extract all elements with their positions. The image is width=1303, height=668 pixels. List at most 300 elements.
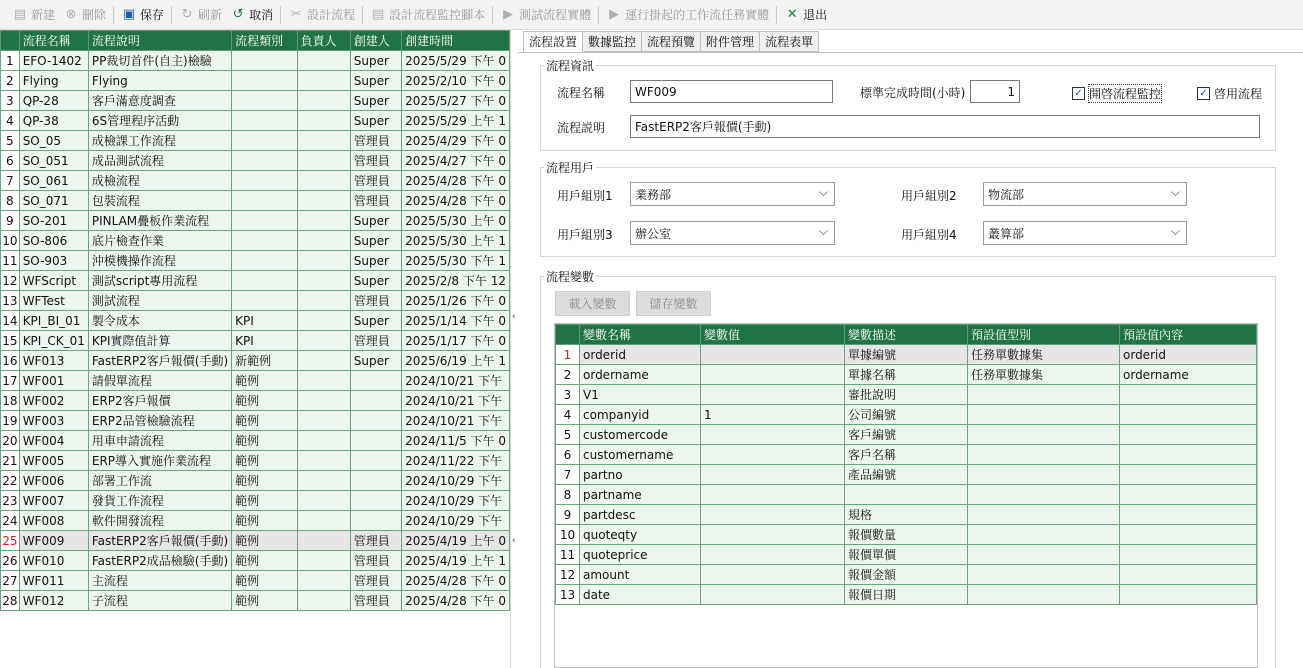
var-value-cell[interactable] xyxy=(701,425,845,445)
default-content-cell[interactable] xyxy=(1120,465,1257,485)
creator-cell[interactable]: 管理員 xyxy=(350,131,401,151)
row-number[interactable]: 12 xyxy=(556,565,580,585)
row-number[interactable]: 15 xyxy=(1,331,20,351)
save-vars-button[interactable]: 儲存變數 xyxy=(636,291,711,316)
creator-cell[interactable]: 管理員 xyxy=(350,591,401,611)
flow-category-cell[interactable]: 範例 xyxy=(232,391,298,411)
flow-desc-cell[interactable]: 成檢課工作流程 xyxy=(88,131,231,151)
owner-cell[interactable] xyxy=(297,151,350,171)
table-row[interactable] xyxy=(1,231,510,251)
var-desc-cell[interactable]: 報價數量 xyxy=(845,525,968,545)
default-content-cell[interactable] xyxy=(1120,425,1257,445)
col-header-creator[interactable]: 創建人 xyxy=(350,31,401,51)
created-time-cell[interactable]: 2025/5/29 下午 0 xyxy=(402,51,510,71)
design-monitor-script-button[interactable]: ▤ 設計流程監控腳本 xyxy=(371,7,486,22)
row-number[interactable]: 1 xyxy=(556,345,580,365)
flow-category-cell[interactable] xyxy=(232,151,298,171)
var-desc-cell[interactable] xyxy=(845,485,968,505)
creator-cell[interactable]: 管理員 xyxy=(350,151,401,171)
created-time-cell[interactable]: 2025/6/19 上午 1 xyxy=(402,351,510,371)
table-row[interactable] xyxy=(556,505,1257,525)
var-value-cell[interactable] xyxy=(701,565,845,585)
creator-cell[interactable]: Super xyxy=(350,311,401,331)
flow-category-cell[interactable] xyxy=(232,111,298,131)
created-time-cell[interactable]: 2025/5/27 下午 0 xyxy=(402,91,510,111)
default-type-cell[interactable] xyxy=(968,445,1120,465)
row-number[interactable]: 7 xyxy=(556,465,580,485)
var-value-cell[interactable] xyxy=(701,345,845,365)
default-content-cell[interactable] xyxy=(1120,505,1257,525)
table-row[interactable] xyxy=(1,491,510,511)
flow-category-cell[interactable]: 範例 xyxy=(232,451,298,471)
var-value-cell[interactable] xyxy=(701,365,845,385)
flow-name-cell[interactable]: WF013 xyxy=(19,351,88,371)
flow-desc-cell[interactable]: 測試流程 xyxy=(88,291,231,311)
table-row[interactable] xyxy=(556,425,1257,445)
test-flow-instance-button[interactable]: ▶ 測試流程實體 xyxy=(496,0,595,30)
default-type-cell[interactable] xyxy=(968,525,1120,545)
flow-category-cell[interactable]: 範例 xyxy=(232,551,298,571)
row-number[interactable]: 4 xyxy=(556,405,580,425)
flow-name-cell[interactable]: WF003 xyxy=(19,411,88,431)
var-desc-cell[interactable]: 客戶編號 xyxy=(845,425,968,445)
default-content-cell[interactable] xyxy=(1120,545,1257,565)
new-button[interactable]: ▤ 新建 xyxy=(13,7,56,22)
row-number[interactable]: 24 xyxy=(1,511,20,531)
var-value-cell[interactable] xyxy=(701,505,845,525)
row-number[interactable]: 9 xyxy=(556,505,580,525)
flow-desc-cell[interactable]: 成品測試流程 xyxy=(88,151,231,171)
row-number[interactable]: 13 xyxy=(556,585,580,605)
default-content-cell[interactable] xyxy=(1120,485,1257,505)
created-time-cell[interactable]: 2025/4/28 下午 0 xyxy=(402,591,510,611)
owner-cell[interactable] xyxy=(297,451,350,471)
flow-name-cell[interactable]: Flying xyxy=(19,71,88,91)
var-value-cell[interactable] xyxy=(701,545,845,565)
var-name-cell[interactable]: V1 xyxy=(580,385,701,405)
default-content-cell[interactable]: orderid xyxy=(1120,345,1257,365)
table-row[interactable] xyxy=(1,431,510,451)
row-number[interactable]: 12 xyxy=(1,271,20,291)
row-number[interactable]: 10 xyxy=(1,231,20,251)
created-time-cell[interactable]: 2025/2/8 下午 12 xyxy=(402,271,510,291)
row-number[interactable]: 13 xyxy=(1,291,20,311)
creator-cell[interactable]: Super xyxy=(350,271,401,291)
flow-category-cell[interactable]: 範例 xyxy=(232,591,298,611)
tab-flow-form[interactable]: 流程表單 xyxy=(760,31,819,52)
owner-cell[interactable] xyxy=(297,391,350,411)
flow-name-cell[interactable]: SO-806 xyxy=(19,231,88,251)
creator-cell[interactable] xyxy=(350,451,401,471)
created-time-cell[interactable]: 2024/10/21 下午 xyxy=(402,391,510,411)
flow-desc-cell[interactable]: 成檢流程 xyxy=(88,171,231,191)
created-time-cell[interactable]: 2025/5/30 上午 1 xyxy=(402,231,510,251)
flow-desc-cell[interactable]: 發貨工作流程 xyxy=(88,491,231,511)
default-type-cell[interactable]: 任務單數據集 xyxy=(968,345,1120,365)
created-time-cell[interactable]: 2025/4/29 下午 0 xyxy=(402,131,510,151)
table-row[interactable] xyxy=(1,311,510,331)
flow-category-cell[interactable]: 範例 xyxy=(232,431,298,451)
row-number[interactable]: 27 xyxy=(1,571,20,591)
creator-cell[interactable]: Super xyxy=(350,71,401,91)
flow-category-cell[interactable] xyxy=(232,271,298,291)
var-name-cell[interactable]: date xyxy=(580,585,701,605)
table-row[interactable] xyxy=(1,171,510,191)
created-time-cell[interactable]: 2025/4/27 下午 0 xyxy=(402,151,510,171)
save-button[interactable]: ▣ 保存 xyxy=(122,7,165,22)
collapse-left-icon[interactable]: ‹ xyxy=(512,536,516,546)
table-row[interactable] xyxy=(1,371,510,391)
enable-flow-checkbox[interactable] xyxy=(1197,85,1262,102)
var-name-cell[interactable]: ordername xyxy=(580,365,701,385)
creator-cell[interactable]: 管理員 xyxy=(350,571,401,591)
col-header-var-name[interactable]: 變數名稱 xyxy=(580,325,701,345)
row-number[interactable]: 8 xyxy=(556,485,580,505)
table-row[interactable] xyxy=(1,451,510,471)
flow-name-cell[interactable]: QP-38 xyxy=(19,111,88,131)
row-number[interactable]: 20 xyxy=(1,431,20,451)
table-row[interactable] xyxy=(556,585,1257,605)
flow-name-cell[interactable]: WF011 xyxy=(19,571,88,591)
table-row[interactable] xyxy=(556,345,1257,365)
user-group2-select[interactable] xyxy=(983,182,1187,206)
default-type-cell[interactable] xyxy=(968,505,1120,525)
creator-cell[interactable] xyxy=(350,471,401,491)
creator-cell[interactable]: Super xyxy=(350,111,401,131)
row-number[interactable]: 6 xyxy=(556,445,580,465)
flow-desc-cell[interactable]: Flying xyxy=(88,71,231,91)
table-row[interactable] xyxy=(556,365,1257,385)
flow-desc-cell[interactable]: 請假單流程 xyxy=(88,371,231,391)
owner-cell[interactable] xyxy=(297,211,350,231)
flow-category-cell[interactable]: 新範例 xyxy=(232,351,298,371)
flow-desc-cell[interactable]: PP裁切首件(自主)檢驗 xyxy=(88,51,231,71)
created-time-cell[interactable]: 2025/1/17 下午 0 xyxy=(402,331,510,351)
standard-hours-input[interactable] xyxy=(970,80,1020,103)
flow-desc-cell[interactable]: 製令成本 xyxy=(88,311,231,331)
created-time-cell[interactable]: 2024/10/29 下午 xyxy=(402,511,510,531)
flow-desc-cell[interactable]: 測試script專用流程 xyxy=(88,271,231,291)
panel-splitter[interactable] xyxy=(510,30,518,668)
flow-desc-cell[interactable]: 主流程 xyxy=(88,571,231,591)
load-vars-button[interactable]: 載入變數 xyxy=(555,291,630,316)
flow-name-cell[interactable]: KPI_BI_01 xyxy=(19,311,88,331)
tab-flow-settings[interactable]: 流程設置 xyxy=(523,31,583,52)
flow-name-cell[interactable]: WF012 xyxy=(19,591,88,611)
flow-desc-cell[interactable]: ERP導入實施作業流程 xyxy=(88,451,231,471)
row-number[interactable]: 10 xyxy=(556,525,580,545)
row-number[interactable]: 9 xyxy=(1,211,20,231)
row-number[interactable]: 3 xyxy=(1,91,20,111)
table-row[interactable] xyxy=(1,251,510,271)
owner-cell[interactable] xyxy=(297,591,350,611)
table-row[interactable] xyxy=(1,331,510,351)
creator-cell[interactable]: 管理員 xyxy=(350,171,401,191)
table-row[interactable] xyxy=(556,385,1257,405)
user-group3-select[interactable] xyxy=(630,221,835,245)
row-number[interactable]: 3 xyxy=(556,385,580,405)
row-number[interactable]: 26 xyxy=(1,551,20,571)
flow-category-cell[interactable]: KPI xyxy=(232,331,298,351)
row-number[interactable]: 25 xyxy=(1,531,20,551)
table-row[interactable] xyxy=(1,591,510,611)
created-time-cell[interactable]: 2024/10/29 下午 xyxy=(402,491,510,511)
table-row[interactable] xyxy=(1,291,510,311)
owner-cell[interactable] xyxy=(297,571,350,591)
row-number[interactable]: 1 xyxy=(1,51,20,71)
default-type-cell[interactable] xyxy=(968,565,1120,585)
var-desc-cell[interactable]: 單據編號 xyxy=(845,345,968,365)
flow-category-cell[interactable]: 範例 xyxy=(232,571,298,591)
run-suspended-task-button[interactable]: ▶ 運行掛起的工作流任務實體 xyxy=(602,0,773,30)
table-row[interactable] xyxy=(1,71,510,91)
created-time-cell[interactable]: 2024/10/21 下午 xyxy=(402,411,510,431)
row-number[interactable]: 5 xyxy=(1,131,20,151)
flow-category-cell[interactable] xyxy=(232,251,298,271)
flow-name-cell[interactable]: EFO-1402 xyxy=(19,51,88,71)
flow-name-cell[interactable]: SO_051 xyxy=(19,151,88,171)
created-time-cell[interactable]: 2025/5/30 下午 1 xyxy=(402,251,510,271)
owner-cell[interactable] xyxy=(297,191,350,211)
table-row[interactable] xyxy=(1,511,510,531)
owner-cell[interactable] xyxy=(297,471,350,491)
creator-cell[interactable] xyxy=(350,491,401,511)
var-name-cell[interactable]: partdesc xyxy=(580,505,701,525)
flow-desc-cell[interactable]: FastERP2成品檢驗(手動) xyxy=(88,551,231,571)
owner-cell[interactable] xyxy=(297,231,350,251)
col-header-created-time[interactable]: 創建時間 xyxy=(402,31,510,51)
var-value-cell[interactable] xyxy=(701,445,845,465)
table-row[interactable] xyxy=(1,571,510,591)
flow-name-cell[interactable]: WF001 xyxy=(19,371,88,391)
col-header-var-desc[interactable]: 變數描述 xyxy=(845,325,968,345)
created-time-cell[interactable]: 2025/4/28 下午 0 xyxy=(402,171,510,191)
tab-flow-preview[interactable]: 流程預覽 xyxy=(642,31,701,52)
flow-name-cell[interactable]: WFTest xyxy=(19,291,88,311)
flow-desc-cell[interactable]: 軟件開發流程 xyxy=(88,511,231,531)
row-number[interactable]: 16 xyxy=(1,351,20,371)
row-number[interactable]: 21 xyxy=(1,451,20,471)
flow-category-cell[interactable] xyxy=(232,91,298,111)
row-number[interactable]: 17 xyxy=(1,371,20,391)
flow-desc-cell[interactable]: PINLAM疊板作業流程 xyxy=(88,211,231,231)
owner-cell[interactable] xyxy=(297,551,350,571)
var-desc-cell[interactable]: 單據名稱 xyxy=(845,365,968,385)
flow-name-cell[interactable]: QP-28 xyxy=(19,91,88,111)
owner-cell[interactable] xyxy=(297,91,350,111)
flow-category-cell[interactable]: 範例 xyxy=(232,491,298,511)
table-row[interactable] xyxy=(1,391,510,411)
default-type-cell[interactable] xyxy=(968,585,1120,605)
flow-desc-cell[interactable]: FastERP2客戶報價(手動) xyxy=(88,351,231,371)
creator-cell[interactable] xyxy=(350,411,401,431)
col-header-flow-name[interactable]: 流程名稱 xyxy=(19,31,88,51)
creator-cell[interactable] xyxy=(350,371,401,391)
monitor-checkbox[interactable] xyxy=(1072,85,1161,102)
exit-button[interactable]: ✕ 退出 xyxy=(780,0,831,30)
table-row[interactable] xyxy=(1,111,510,131)
creator-cell[interactable]: Super xyxy=(350,351,401,371)
owner-cell[interactable] xyxy=(297,371,350,391)
row-number[interactable]: 22 xyxy=(1,471,20,491)
creator-cell[interactable]: Super xyxy=(350,91,401,111)
row-number[interactable]: 5 xyxy=(556,425,580,445)
flow-desc-cell[interactable]: 子流程 xyxy=(88,591,231,611)
flow-category-cell[interactable]: 範例 xyxy=(232,531,298,551)
flow-category-cell[interactable]: KPI xyxy=(232,311,298,331)
created-time-cell[interactable]: 2024/11/22 下午 xyxy=(402,451,510,471)
col-header-owner[interactable]: 負責人 xyxy=(297,31,350,51)
creator-cell[interactable]: Super xyxy=(350,211,401,231)
table-row[interactable] xyxy=(556,485,1257,505)
flow-desc-cell[interactable]: FastERP2客戶報價(手動) xyxy=(88,531,231,551)
table-row[interactable] xyxy=(1,531,510,551)
creator-cell[interactable] xyxy=(350,391,401,411)
var-desc-cell[interactable]: 公司編號 xyxy=(845,405,968,425)
row-number[interactable]: 14 xyxy=(1,311,20,331)
flow-category-cell[interactable] xyxy=(232,171,298,191)
flow-desc-cell[interactable]: 用車申請流程 xyxy=(88,431,231,451)
tab-attachments[interactable]: 附件管理 xyxy=(701,31,760,52)
flow-name-cell[interactable]: SO_05 xyxy=(19,131,88,151)
var-desc-cell[interactable]: 客戶名稱 xyxy=(845,445,968,465)
table-row[interactable] xyxy=(556,525,1257,545)
flow-desc-cell[interactable]: 底片檢查作業 xyxy=(88,231,231,251)
flow-name-input[interactable] xyxy=(630,80,833,103)
var-value-cell[interactable]: 1 xyxy=(701,405,845,425)
flow-category-cell[interactable] xyxy=(232,191,298,211)
var-desc-cell[interactable]: 報價金額 xyxy=(845,565,968,585)
var-name-cell[interactable]: customercode xyxy=(580,425,701,445)
owner-cell[interactable] xyxy=(297,491,350,511)
row-number[interactable]: 2 xyxy=(556,365,580,385)
var-name-cell[interactable]: quoteprice xyxy=(580,545,701,565)
table-row[interactable] xyxy=(1,551,510,571)
flow-name-cell[interactable]: WF008 xyxy=(19,511,88,531)
flow-name-cell[interactable]: WF007 xyxy=(19,491,88,511)
flow-category-cell[interactable]: 範例 xyxy=(232,411,298,431)
user-group4-select[interactable] xyxy=(983,221,1187,245)
owner-cell[interactable] xyxy=(297,51,350,71)
table-row[interactable] xyxy=(1,51,510,71)
row-number[interactable]: 2 xyxy=(1,71,20,91)
table-row[interactable] xyxy=(1,91,510,111)
default-content-cell[interactable] xyxy=(1120,445,1257,465)
creator-cell[interactable] xyxy=(350,431,401,451)
table-row[interactable] xyxy=(1,271,510,291)
owner-cell[interactable] xyxy=(297,531,350,551)
var-desc-cell[interactable]: 審批說明 xyxy=(845,385,968,405)
var-name-cell[interactable]: partno xyxy=(580,465,701,485)
default-content-cell[interactable] xyxy=(1120,565,1257,585)
creator-cell[interactable]: Super xyxy=(350,231,401,251)
row-number[interactable]: 28 xyxy=(1,591,20,611)
flow-name-cell[interactable]: KPI_CK_01 xyxy=(19,331,88,351)
row-number[interactable]: 18 xyxy=(1,391,20,411)
flow-desc-cell[interactable]: 6S管理程序活動 xyxy=(88,111,231,131)
default-content-cell[interactable] xyxy=(1120,585,1257,605)
created-time-cell[interactable]: 2025/5/30 上午 0 xyxy=(402,211,510,231)
tab-data-monitor[interactable]: 數據監控 xyxy=(583,31,642,52)
default-type-cell[interactable] xyxy=(968,405,1120,425)
table-row[interactable] xyxy=(1,411,510,431)
var-name-cell[interactable]: orderid xyxy=(580,345,701,365)
var-desc-cell[interactable]: 規格 xyxy=(845,505,968,525)
flow-category-cell[interactable] xyxy=(232,131,298,151)
flow-name-cell[interactable]: WF010 xyxy=(19,551,88,571)
col-header-flow-category[interactable]: 流程類別 xyxy=(232,31,298,51)
table-row[interactable] xyxy=(1,351,510,371)
var-name-cell[interactable]: companyid xyxy=(580,405,701,425)
owner-cell[interactable] xyxy=(297,111,350,131)
flow-name-cell[interactable]: WF006 xyxy=(19,471,88,491)
flow-category-cell[interactable]: 範例 xyxy=(232,471,298,491)
creator-cell[interactable]: 管理員 xyxy=(350,551,401,571)
creator-cell[interactable]: 管理員 xyxy=(350,291,401,311)
creator-cell[interactable]: 管理員 xyxy=(350,191,401,211)
created-time-cell[interactable]: 2025/5/29 上午 1 xyxy=(402,111,510,131)
row-number[interactable]: 4 xyxy=(1,111,20,131)
table-row[interactable] xyxy=(556,445,1257,465)
owner-cell[interactable] xyxy=(297,331,350,351)
creator-cell[interactable]: Super xyxy=(350,251,401,271)
flow-category-cell[interactable] xyxy=(232,71,298,91)
created-time-cell[interactable]: 2025/2/10 下午 0 xyxy=(402,71,510,91)
created-time-cell[interactable]: 2024/10/29 下午 xyxy=(402,471,510,491)
created-time-cell[interactable]: 2025/1/26 下午 0 xyxy=(402,291,510,311)
row-number[interactable]: 7 xyxy=(1,171,20,191)
owner-cell[interactable] xyxy=(297,311,350,331)
flow-name-cell[interactable]: WF002 xyxy=(19,391,88,411)
flow-name-cell[interactable]: SO-201 xyxy=(19,211,88,231)
creator-cell[interactable] xyxy=(350,511,401,531)
delete-button[interactable]: ⊗ 刪除 xyxy=(59,0,110,30)
var-value-cell[interactable] xyxy=(701,585,845,605)
var-value-cell[interactable] xyxy=(701,465,845,485)
flow-category-cell[interactable] xyxy=(232,51,298,71)
creator-cell[interactable]: Super xyxy=(350,51,401,71)
owner-cell[interactable] xyxy=(297,431,350,451)
table-row[interactable] xyxy=(556,565,1257,585)
created-time-cell[interactable]: 2025/1/14 下午 0 xyxy=(402,311,510,331)
table-row[interactable] xyxy=(1,211,510,231)
row-number[interactable]: 6 xyxy=(1,151,20,171)
col-header-default-type[interactable]: 預設值型別 xyxy=(968,325,1120,345)
var-name-cell[interactable]: quoteqty xyxy=(580,525,701,545)
table-row[interactable] xyxy=(556,405,1257,425)
flow-category-cell[interactable]: 範例 xyxy=(232,371,298,391)
flow-category-cell[interactable] xyxy=(232,231,298,251)
created-time-cell[interactable]: 2025/4/28 下午 0 xyxy=(402,571,510,591)
col-header-flow-desc[interactable]: 流程說明 xyxy=(88,31,231,51)
created-time-cell[interactable]: 2025/4/28 下午 0 xyxy=(402,191,510,211)
flow-category-cell[interactable] xyxy=(232,291,298,311)
var-name-cell[interactable]: customername xyxy=(580,445,701,465)
default-content-cell[interactable]: ordername xyxy=(1120,365,1257,385)
flow-desc-cell[interactable]: ERP2客戶報價 xyxy=(88,391,231,411)
default-type-cell[interactable] xyxy=(968,485,1120,505)
owner-cell[interactable] xyxy=(297,251,350,271)
owner-cell[interactable] xyxy=(297,271,350,291)
row-number[interactable]: 11 xyxy=(556,545,580,565)
flow-name-cell[interactable]: SO-903 xyxy=(19,251,88,271)
owner-cell[interactable] xyxy=(297,411,350,431)
row-number[interactable]: 8 xyxy=(1,191,20,211)
flow-name-cell[interactable]: SO_061 xyxy=(19,171,88,191)
default-type-cell[interactable] xyxy=(968,385,1120,405)
row-number[interactable]: 19 xyxy=(1,411,20,431)
creator-cell[interactable]: 管理員 xyxy=(350,531,401,551)
